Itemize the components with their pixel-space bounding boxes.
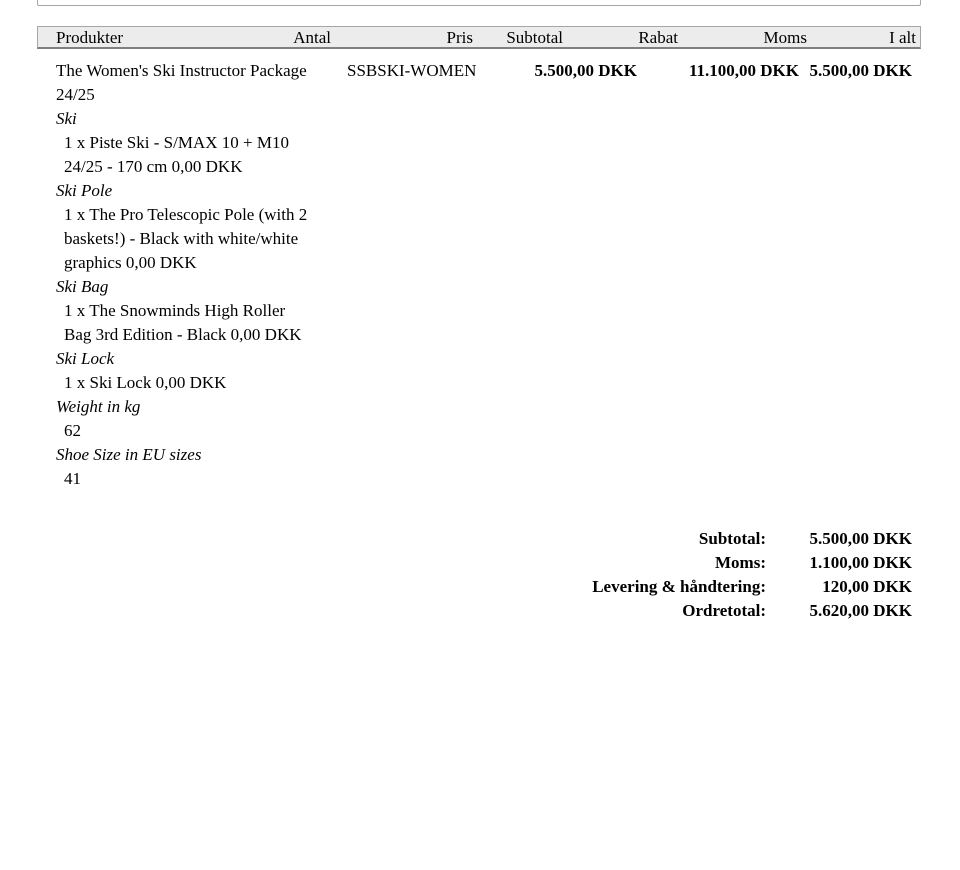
column-header-produkter: Produkter bbox=[56, 28, 124, 47]
option-label: Ski Bag bbox=[56, 277, 109, 296]
product-sku: SSBSKI-WOMEN bbox=[347, 61, 477, 80]
row-amount-subtotal: 5.500,00 DKK bbox=[534, 61, 637, 80]
column-header-antal: Antal bbox=[293, 28, 331, 47]
column-header-moms: Moms bbox=[763, 28, 807, 47]
totals-row-moms bbox=[306, 551, 912, 575]
totals-value: 5.620,00 DKK bbox=[809, 601, 912, 620]
totals-label: Subtotal: bbox=[698, 529, 766, 548]
totals-label: Ordretotal: bbox=[682, 601, 766, 620]
row-amount-moms: 11.100,00 DKK bbox=[688, 61, 799, 80]
option-value: 62 bbox=[64, 421, 81, 440]
option-value: 1 x The Snowminds High Roller Bag 3rd Edition - Black 0,00 DKK bbox=[64, 301, 302, 344]
totals-row-levering bbox=[306, 575, 912, 599]
option-label: Ski bbox=[56, 109, 77, 128]
column-header-i-alt: I alt bbox=[889, 28, 916, 47]
totals-row-subtotal bbox=[306, 527, 912, 551]
option-label: Ski Pole bbox=[56, 181, 113, 200]
totals-value: 120,00 DKK bbox=[822, 577, 912, 596]
option-label: Weight in kg bbox=[56, 397, 141, 416]
order-table-header bbox=[37, 26, 921, 49]
option-label: Shoe Size in EU sizes bbox=[56, 445, 202, 464]
cut-off-top-box bbox=[37, 0, 921, 6]
product-name: The Women's Ski Instructor Package 24/25 bbox=[56, 61, 307, 104]
totals-row-ordretotal bbox=[306, 599, 912, 623]
option-value: 41 bbox=[64, 469, 81, 488]
totals-value: 5.500,00 DKK bbox=[809, 529, 912, 548]
row-amount-i-alt: 5.500,00 DKK bbox=[809, 61, 912, 80]
column-header-subtotal: Subtotal bbox=[506, 28, 563, 47]
column-header-pris: Pris bbox=[446, 28, 473, 47]
option-value: 1 x The Pro Telescopic Pole (with 2 baskets!) - Black with white/white graphics 0,00 DKK bbox=[64, 205, 308, 272]
order-totals bbox=[306, 527, 912, 623]
option-value: 1 x Piste Ski - S/MAX 10 + M10 24/25 - 170 cm 0,00 DKK bbox=[64, 133, 289, 176]
product-cell bbox=[56, 59, 318, 491]
totals-label: Moms: bbox=[715, 553, 766, 572]
totals-value: 1.100,00 DKK bbox=[809, 553, 912, 572]
option-value: 1 x Ski Lock 0,00 DKK bbox=[64, 373, 227, 392]
totals-label: Levering & håndtering: bbox=[592, 577, 766, 596]
option-label: Ski Lock bbox=[56, 349, 115, 368]
column-header-rabat: Rabat bbox=[638, 28, 678, 47]
